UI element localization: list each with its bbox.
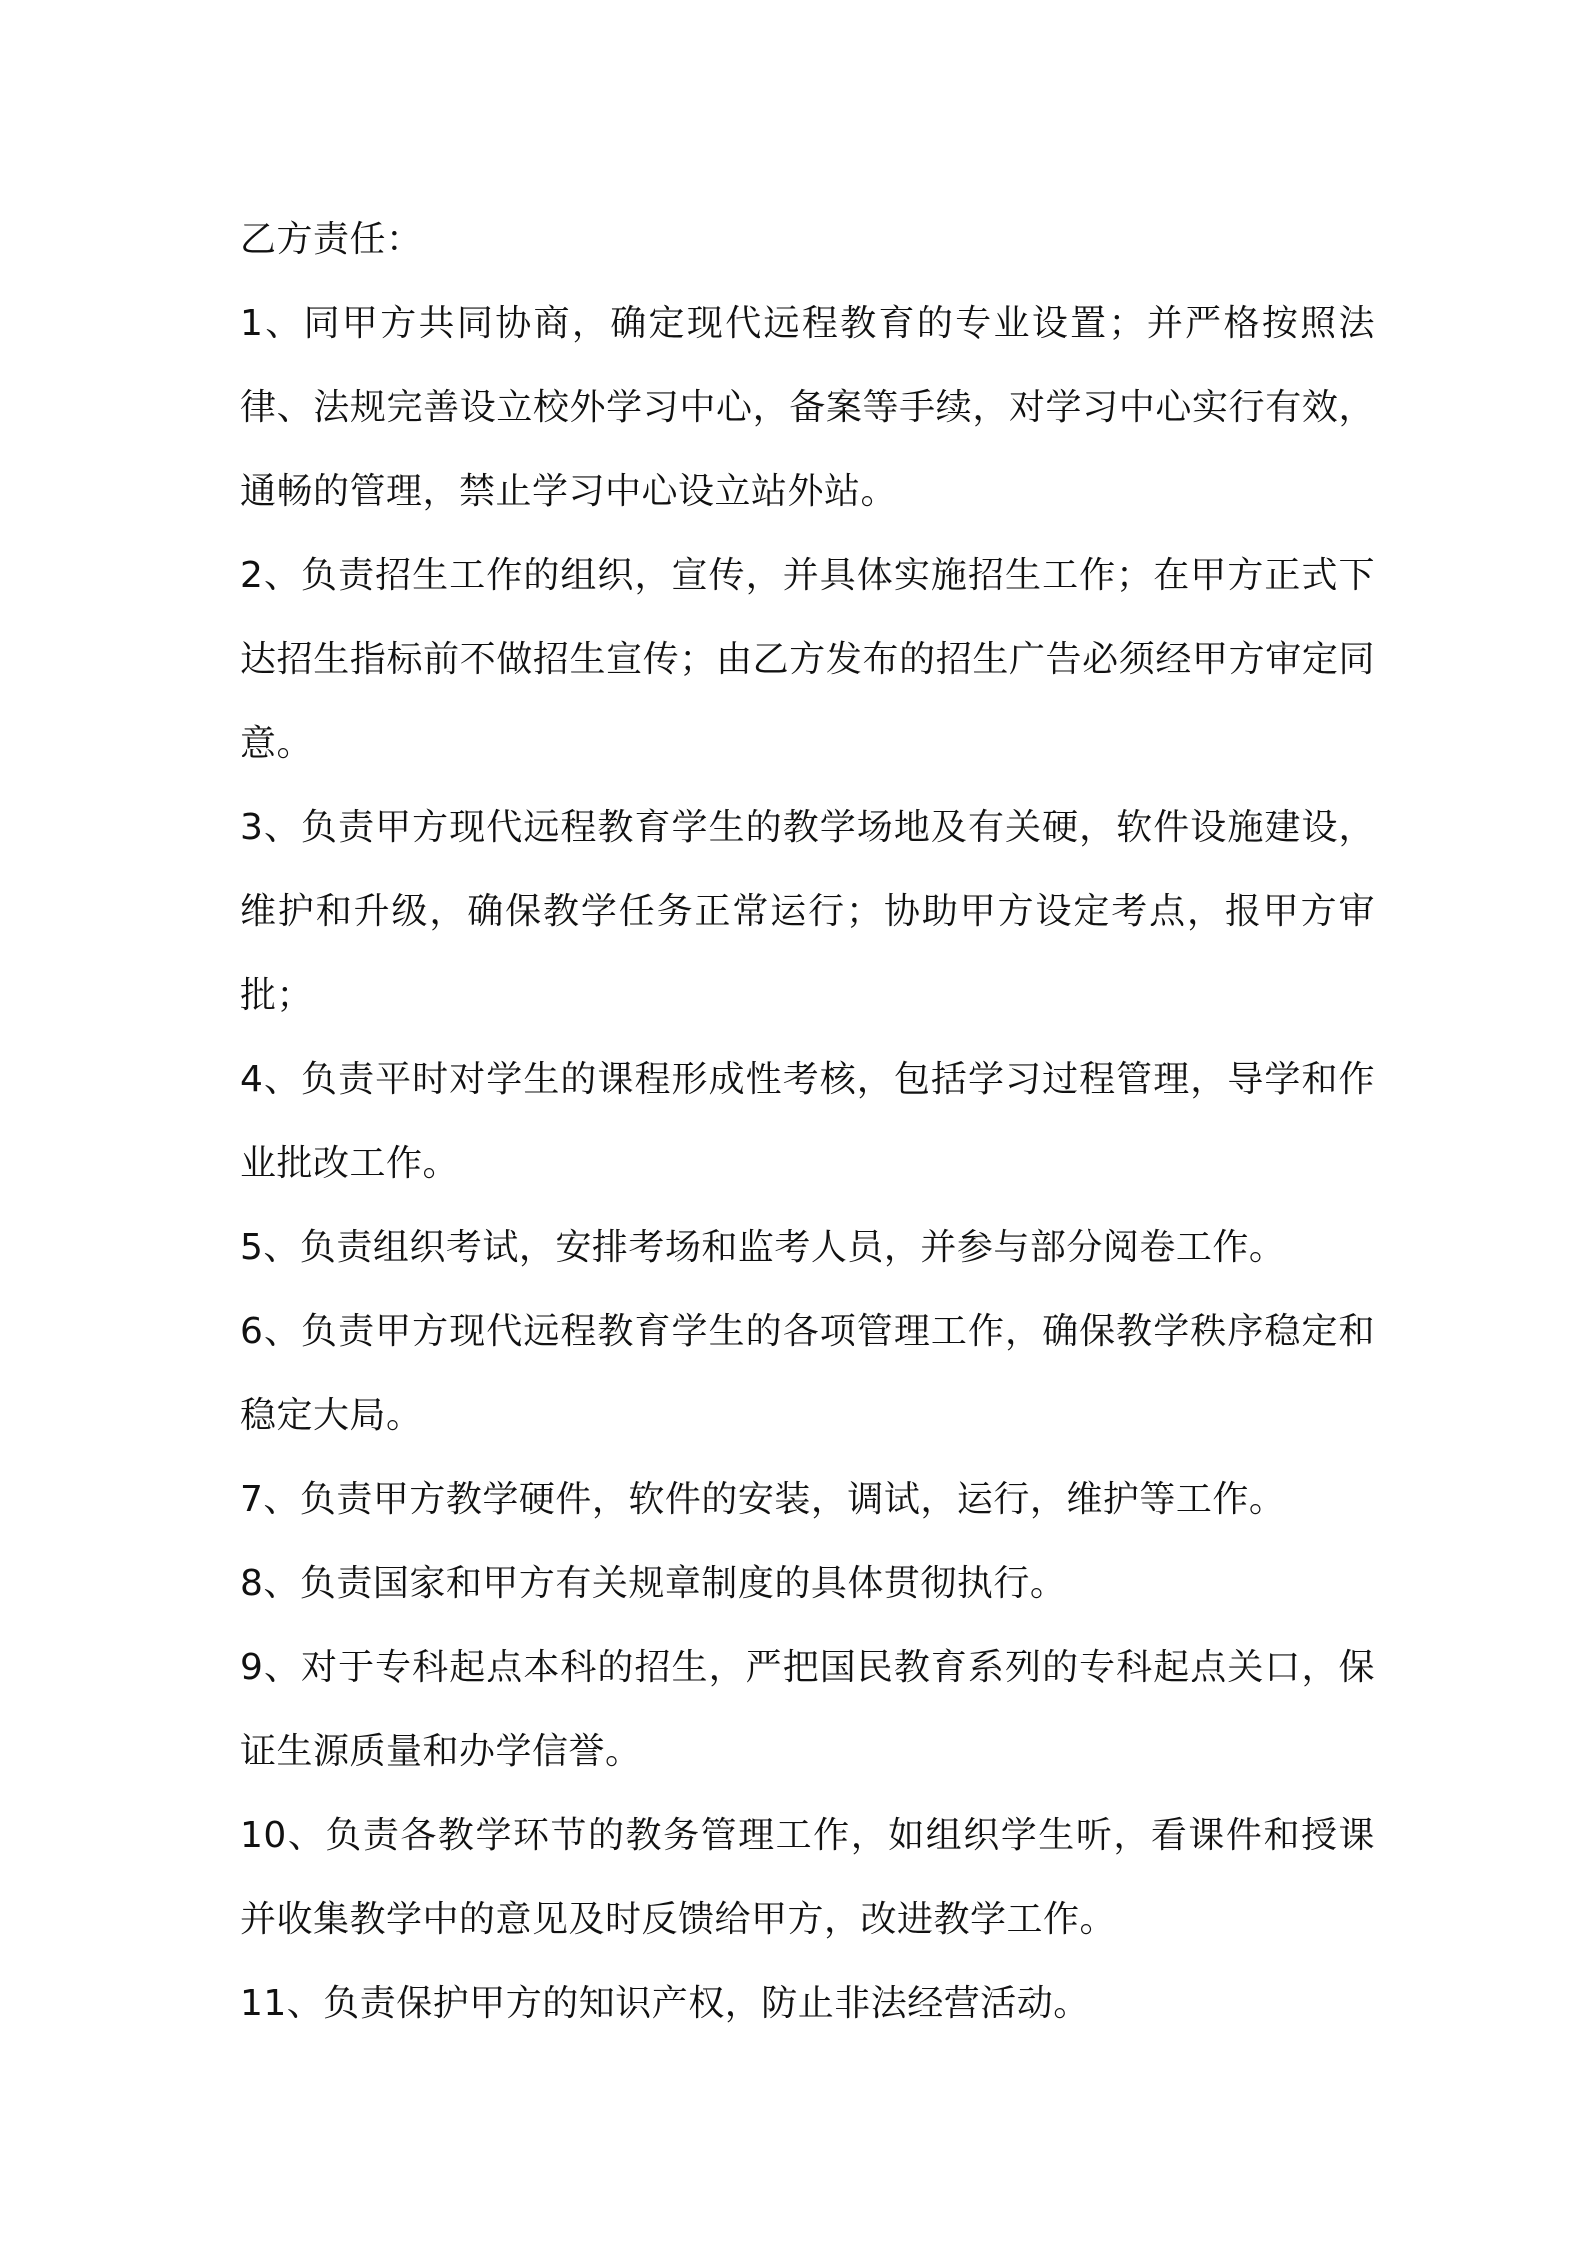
clause-3: 3、负责甲方现代远程教育学生的教学场地及有关硬，软件设施建设，维护和升级，确保教学任务正常运行；协助甲方设定考点，报甲方审批； bbox=[240, 807, 1375, 1016]
section-heading: 乙方责任： bbox=[240, 219, 423, 260]
document-body bbox=[240, 198, 1375, 2046]
clause-6: 6、负责甲方现代远程教育学生的各项管理工作，确保教学秩序稳定和稳定大局。 bbox=[240, 1311, 1375, 1436]
clause-11: 11、负责保护甲方的知识产权，防止非法经营活动。 bbox=[240, 1983, 1090, 2024]
clause-10: 10、负责各教学环节的教务管理工作，如组织学生听，看课件和授课并收集教学中的意见及时反馈给甲方，改进教学工作。 bbox=[240, 1815, 1375, 1940]
clause-4: 4、负责平时对学生的课程形成性考核，包括学习过程管理，导学和作业批改工作。 bbox=[240, 1059, 1375, 1184]
clause-9: 9、对于专科起点本科的招生，严把国民教育系列的专科起点关口，保证生源质量和办学信誉。 bbox=[240, 1647, 1375, 1772]
clause-5: 5、负责组织考试，安排考场和监考人员，并参与部分阅卷工作。 bbox=[240, 1227, 1286, 1268]
clause-1: 1、同甲方共同协商，确定现代远程教育的专业设置；并严格按照法律、法规完善设立校外学习中心，备案等手续，对学习中心实行有效，通畅的管理，禁止学习中心设立站外站。 bbox=[240, 303, 1375, 512]
clause-7: 7、负责甲方教学硬件，软件的安装，调试，运行，维护等工作。 bbox=[240, 1479, 1286, 1520]
clause-8: 8、负责国家和甲方有关规章制度的具体贯彻执行。 bbox=[240, 1563, 1067, 1604]
clause-2: 2、负责招生工作的组织，宣传，并具体实施招生工作；在甲方正式下达招生指标前不做招生宣传；由乙方发布的招生广告必须经甲方审定同意。 bbox=[240, 555, 1375, 764]
